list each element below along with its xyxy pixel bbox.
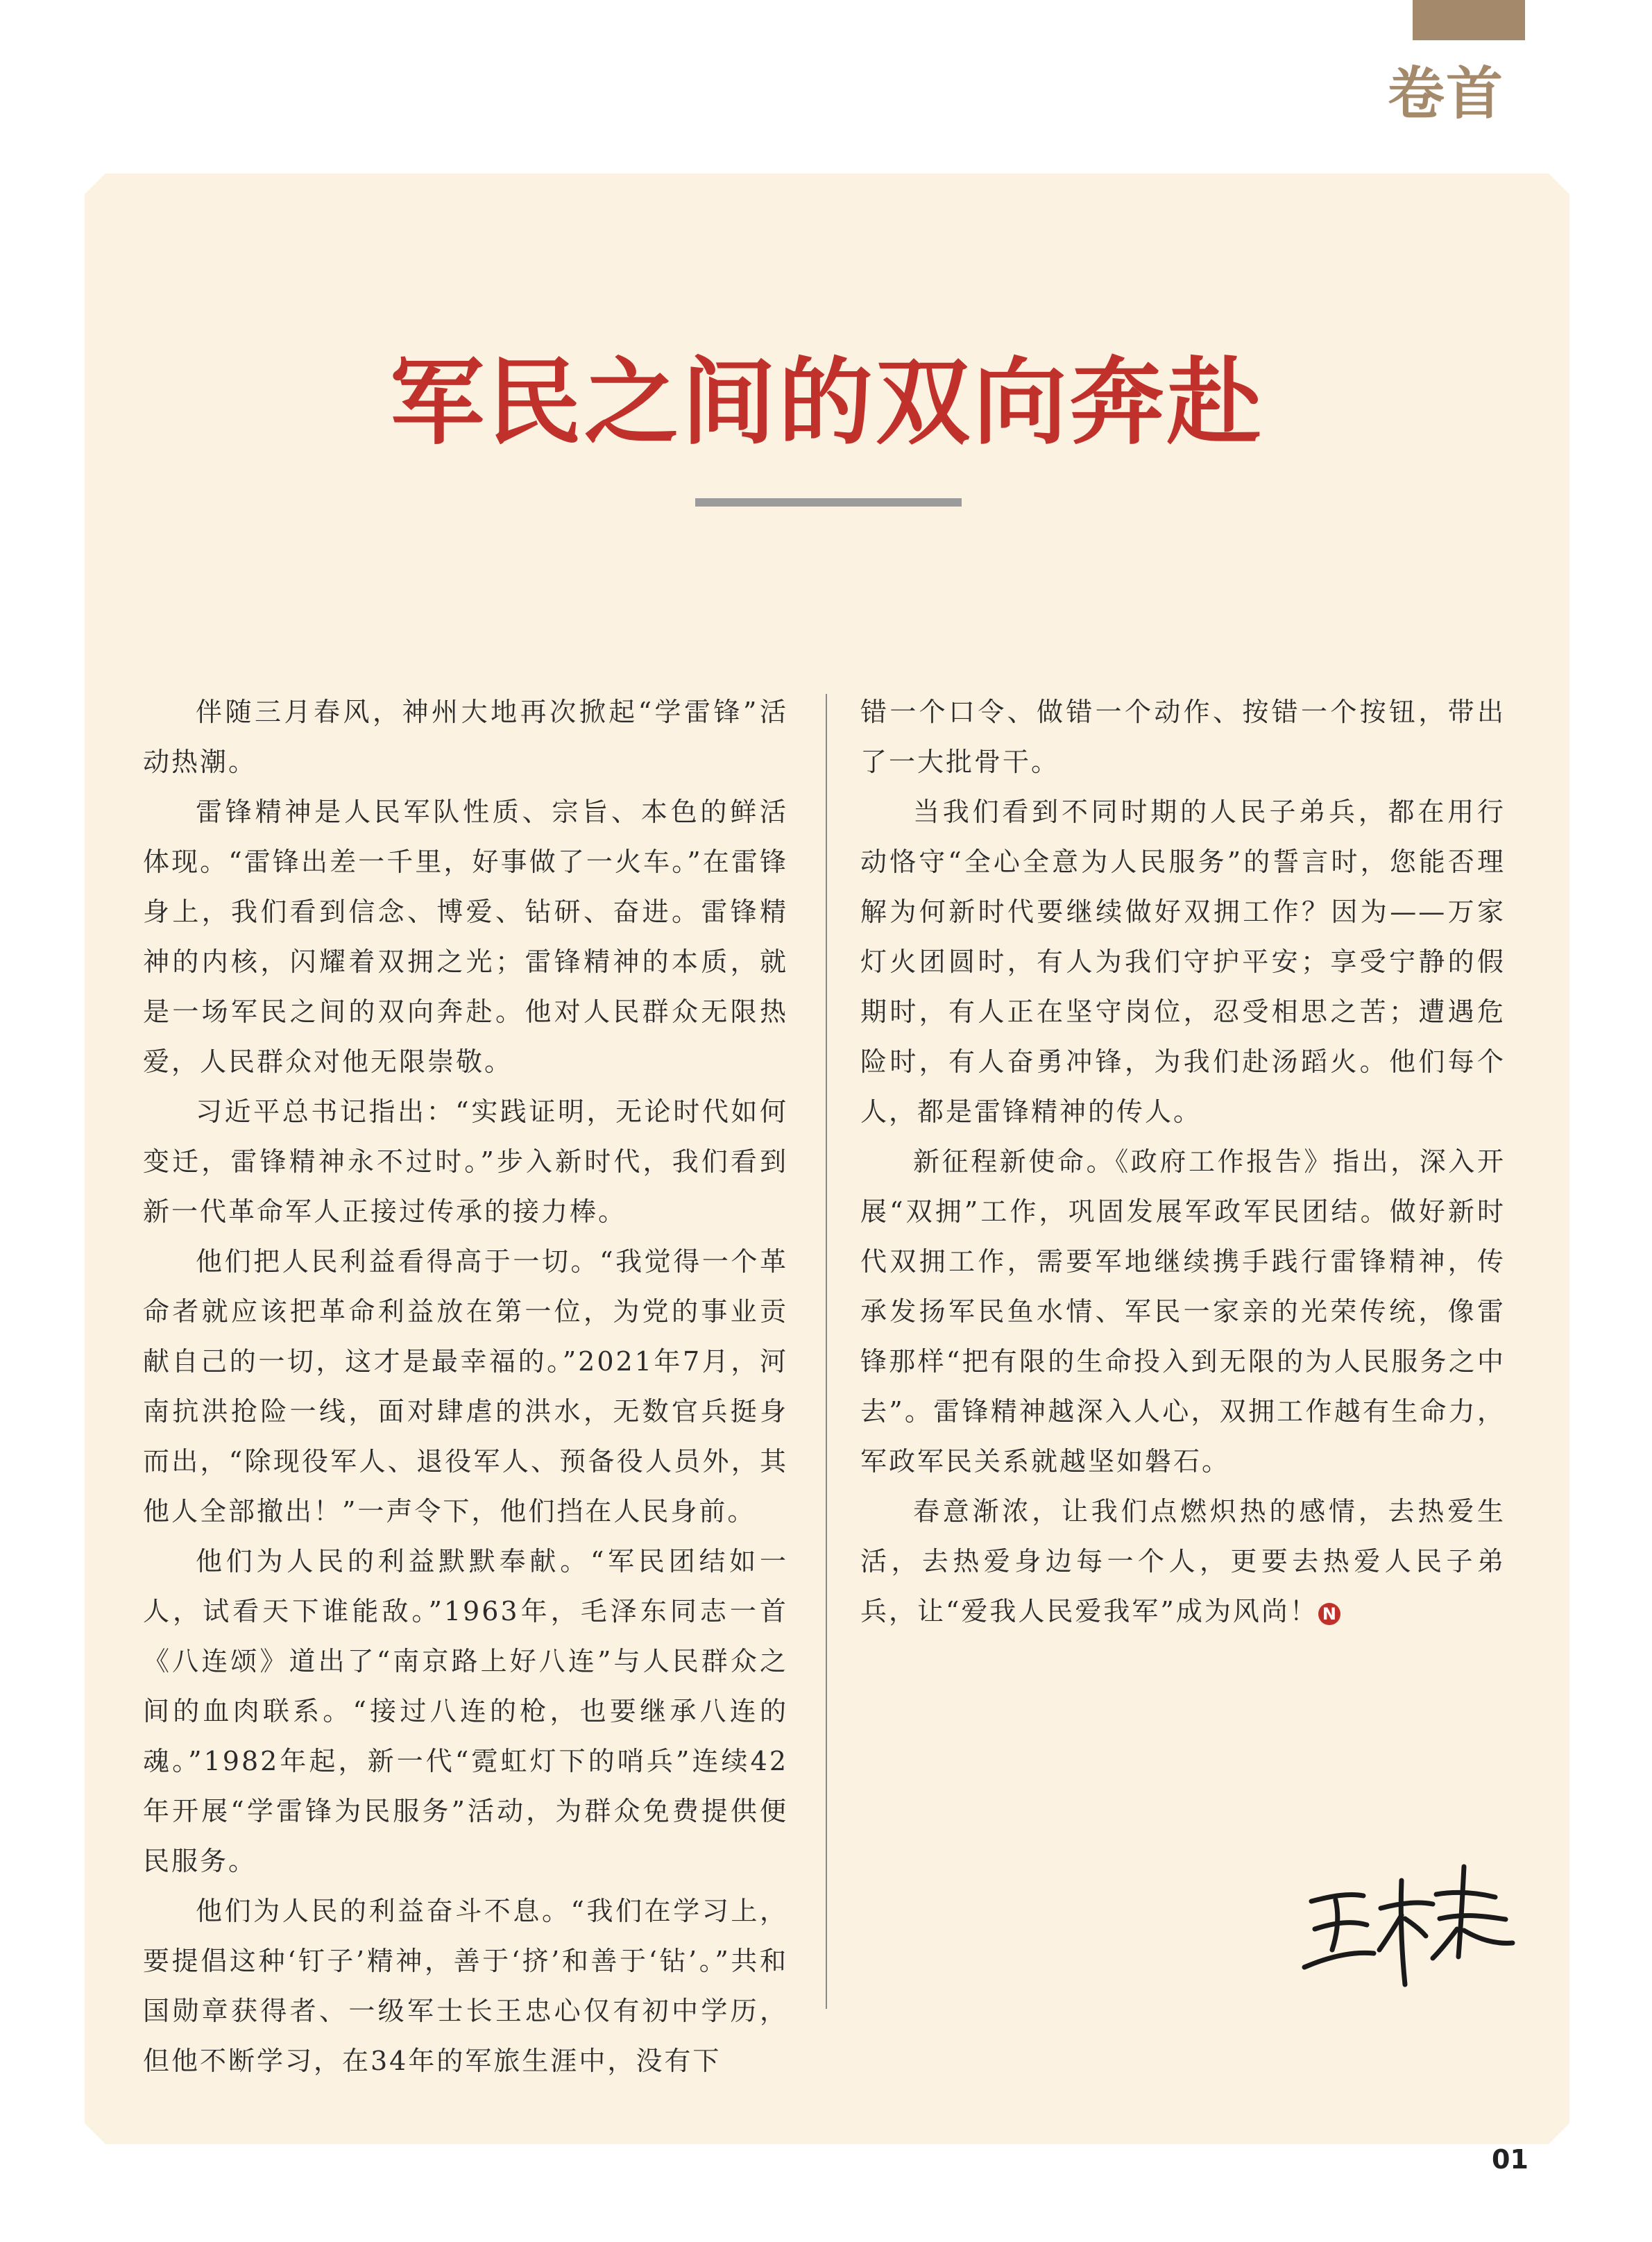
paragraph: 伴随三月春风，神州大地再次掀起“学雷锋”活动热潮。 (143, 697, 788, 777)
paragraph: 雷锋精神是人民军队性质、宗旨、本色的鲜活体现。“雷锋出差一千里，好事做了一火车。”在雷锋身上，我们看到信念、博爱、钻研、奋进。雷锋精神的内核，闪耀着双拥之光；雷锋精神的本质，就是一场军民之间的双向奔赴。他对人民群众无限热爱，人民群众对他无限崇敬。 (143, 797, 788, 1077)
page-number: 01 (1492, 2144, 1528, 2175)
article-title: 军民之间的双向奔赴 (390, 347, 1264, 458)
paragraph: 习近平总书记指出：“实践证明，无论时代如何变迁，雷锋精神永不过时。”步入新时代，我们看到新一代革命军人正接过传承的接力棒。 (143, 1096, 788, 1227)
paragraph: 当我们看到不同时期的人民子弟兵，都在用行动恪守“全心全意为人民服务”的誓言时，您能否理解为何新时代要继续做好双拥工作？因为——万家灯火团圆时，有人为我们守护平安；享受宁静的假期时，有人正在坚守岗位，忍受相思之苦；遭遇危险时，有人奋勇冲锋，为我们赴汤蹈火。他们每个人，都是雷锋精神的传人。 (860, 797, 1506, 1127)
paragraph: 他们为人民的利益奋斗不息。“我们在学习上，要提倡这种‘钉子’精神，善于‘挤’和善于‘钻’。”共和国勋章获得者、一级军士长王忠心仅有初中学历，但他不断学习，在34年的军旅生涯中，没有下 (143, 1896, 788, 2076)
section-label: 卷首 (1388, 61, 1505, 127)
paragraph: 他们为人民的利益默默奉献。“军民团结如一人，试看天下谁能敌。”1963年，毛泽东同志一首《八连颂》道出了“南京路上好八连”与人民群众之间的血肉联系。“接过八连的枪，也要继承八连的魂。”1982年起，新一代“霓虹灯下的哨兵”连续42年开展“学雷锋为民服务”活动，为群众免费提供便民服务。 (143, 1546, 788, 1876)
paragraph: 他们把人民利益看得高于一切。“我觉得一个革命者就应该把革命利益放在第一位，为党的事业贡献自己的一切，这才是最幸福的。”2021年7月，河南抗洪抢险一线，面对肆虐的洪水，无数官兵挺身而出，“除现役军人、退役军人、预备役人员外，其他人全部撤出！”一声令下，他们挡在人民身前。 (143, 1246, 788, 1527)
article-column-right (860, 687, 1506, 1636)
paragraph: 新征程新使命。《政府工作报告》指出，深入开展“双拥”工作，巩固发展军政军民团结。做好新时代双拥工作，需要军地继续携手践行雷锋精神，传承发扬军民鱼水情、军民一家亲的光荣传统，像雷锋那样“把有限的生命投入到无限的为人民服务之中去”。雷锋精神越深入人心，双拥工作越有生命力，军政军民关系就越坚如磐石。 (860, 1146, 1506, 1477)
final-paragraph-text: 春意渐浓，让我们点燃炽热的感情，去热爱生活，去热爱身边每一个人，更要去热爱人民子弟兵，让“爱我人民爱我军”成为风尚！ (860, 1496, 1506, 1627)
article-column-left (143, 687, 788, 2086)
title-underline-rule (695, 498, 962, 507)
paragraph-continuation: 错一个口令、做错一个动作、按错一个按钮，带出了一大批骨干。 (860, 697, 1506, 777)
column-divider (826, 694, 827, 2009)
end-mark-icon: N (1318, 1603, 1340, 1625)
section-corner-tab (1413, 0, 1525, 40)
paragraph-final (860, 1486, 1506, 1636)
author-signature (1297, 1853, 1519, 1998)
